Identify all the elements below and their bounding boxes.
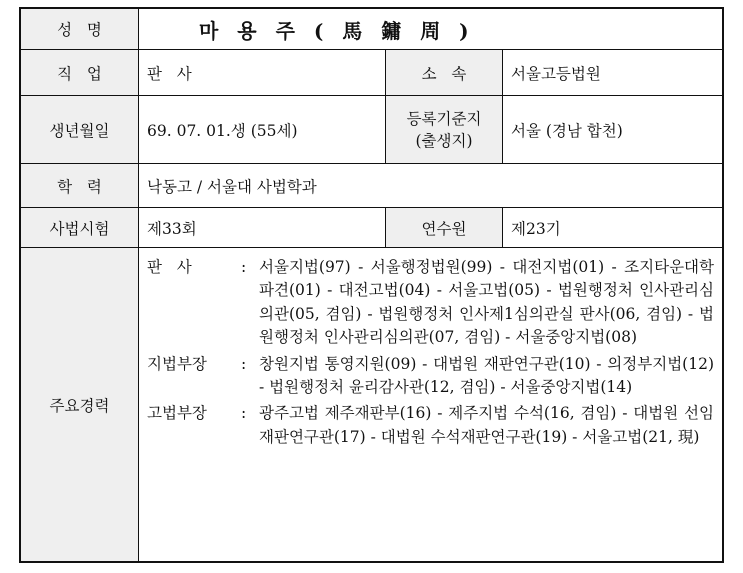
bar-exam-label: 사법시험	[21, 208, 139, 248]
birth-value: 69. 07. 01.생 (55세)	[139, 96, 386, 164]
row-education	[21, 164, 723, 208]
career-text: 광주고법 제주재판부(16) - 제주지법 수석(16, 겸임) - 대법원 선임재판연구관(17) - 대법원 수석재판연구관(19) - 서울고법(21, 現)	[259, 404, 714, 446]
career-role: 판 사	[147, 258, 192, 276]
row-name	[21, 9, 723, 50]
career-entry	[147, 402, 714, 449]
position-label: 직 업	[21, 50, 139, 96]
row-bar-exam	[21, 208, 723, 248]
profile-table	[20, 8, 723, 562]
career-entry	[147, 256, 714, 350]
career-label: 주요경력	[21, 248, 139, 562]
name-value: 마 용 주 ( 馬 鏞 周 )	[139, 9, 723, 50]
training-value: 제23기	[503, 208, 723, 248]
affiliation-value: 서울고등법원	[503, 50, 723, 96]
origin-label	[386, 96, 503, 164]
career-entry	[147, 353, 714, 400]
career-separator: :	[241, 258, 247, 276]
name-label: 성 명	[21, 9, 139, 50]
row-position	[21, 50, 723, 96]
birth-label: 생년월일	[21, 96, 139, 164]
career-role: 고법부장	[147, 404, 207, 423]
career-separator: :	[241, 404, 247, 423]
affiliation-label: 소 속	[386, 50, 503, 96]
education-value: 낙동고 / 서울대 사법학과	[139, 164, 723, 208]
origin-label-line2: (출생지)	[415, 131, 473, 150]
career-list	[139, 248, 723, 562]
row-birth	[21, 96, 723, 164]
origin-value: 서울 (경남 합천)	[503, 96, 723, 164]
bar-exam-value: 제33회	[139, 208, 386, 248]
row-career	[21, 248, 723, 562]
career-separator: :	[241, 354, 247, 373]
education-label: 학 력	[21, 164, 139, 208]
profile-sheet	[19, 7, 724, 563]
career-role: 지법부장	[147, 354, 207, 373]
training-label: 연수원	[386, 208, 503, 248]
career-text: 서울지법(97) - 서울행정법원(99) - 대전지법(01) - 조지타운대학 파견(01) - 대전고법(04) - 서울고법(05) - 법원행정처 인사관리심의관(05, 겸임) - 법원행정처 인사제1심의관실 판사(06, 겸임) - 법원행정처 인사관리심의관(07, 겸임) - 서울중앙지법(08)	[259, 258, 714, 347]
career-text: 창원지법 통영지원(09) - 대법원 재판연구관(10) - 의정부지법(12) - 법원행정처 윤리감사관(12, 겸임) - 서울중앙지법(14)	[259, 354, 714, 397]
position-value: 판 사	[139, 50, 386, 96]
origin-label-line1: 등록기준지	[406, 109, 482, 128]
